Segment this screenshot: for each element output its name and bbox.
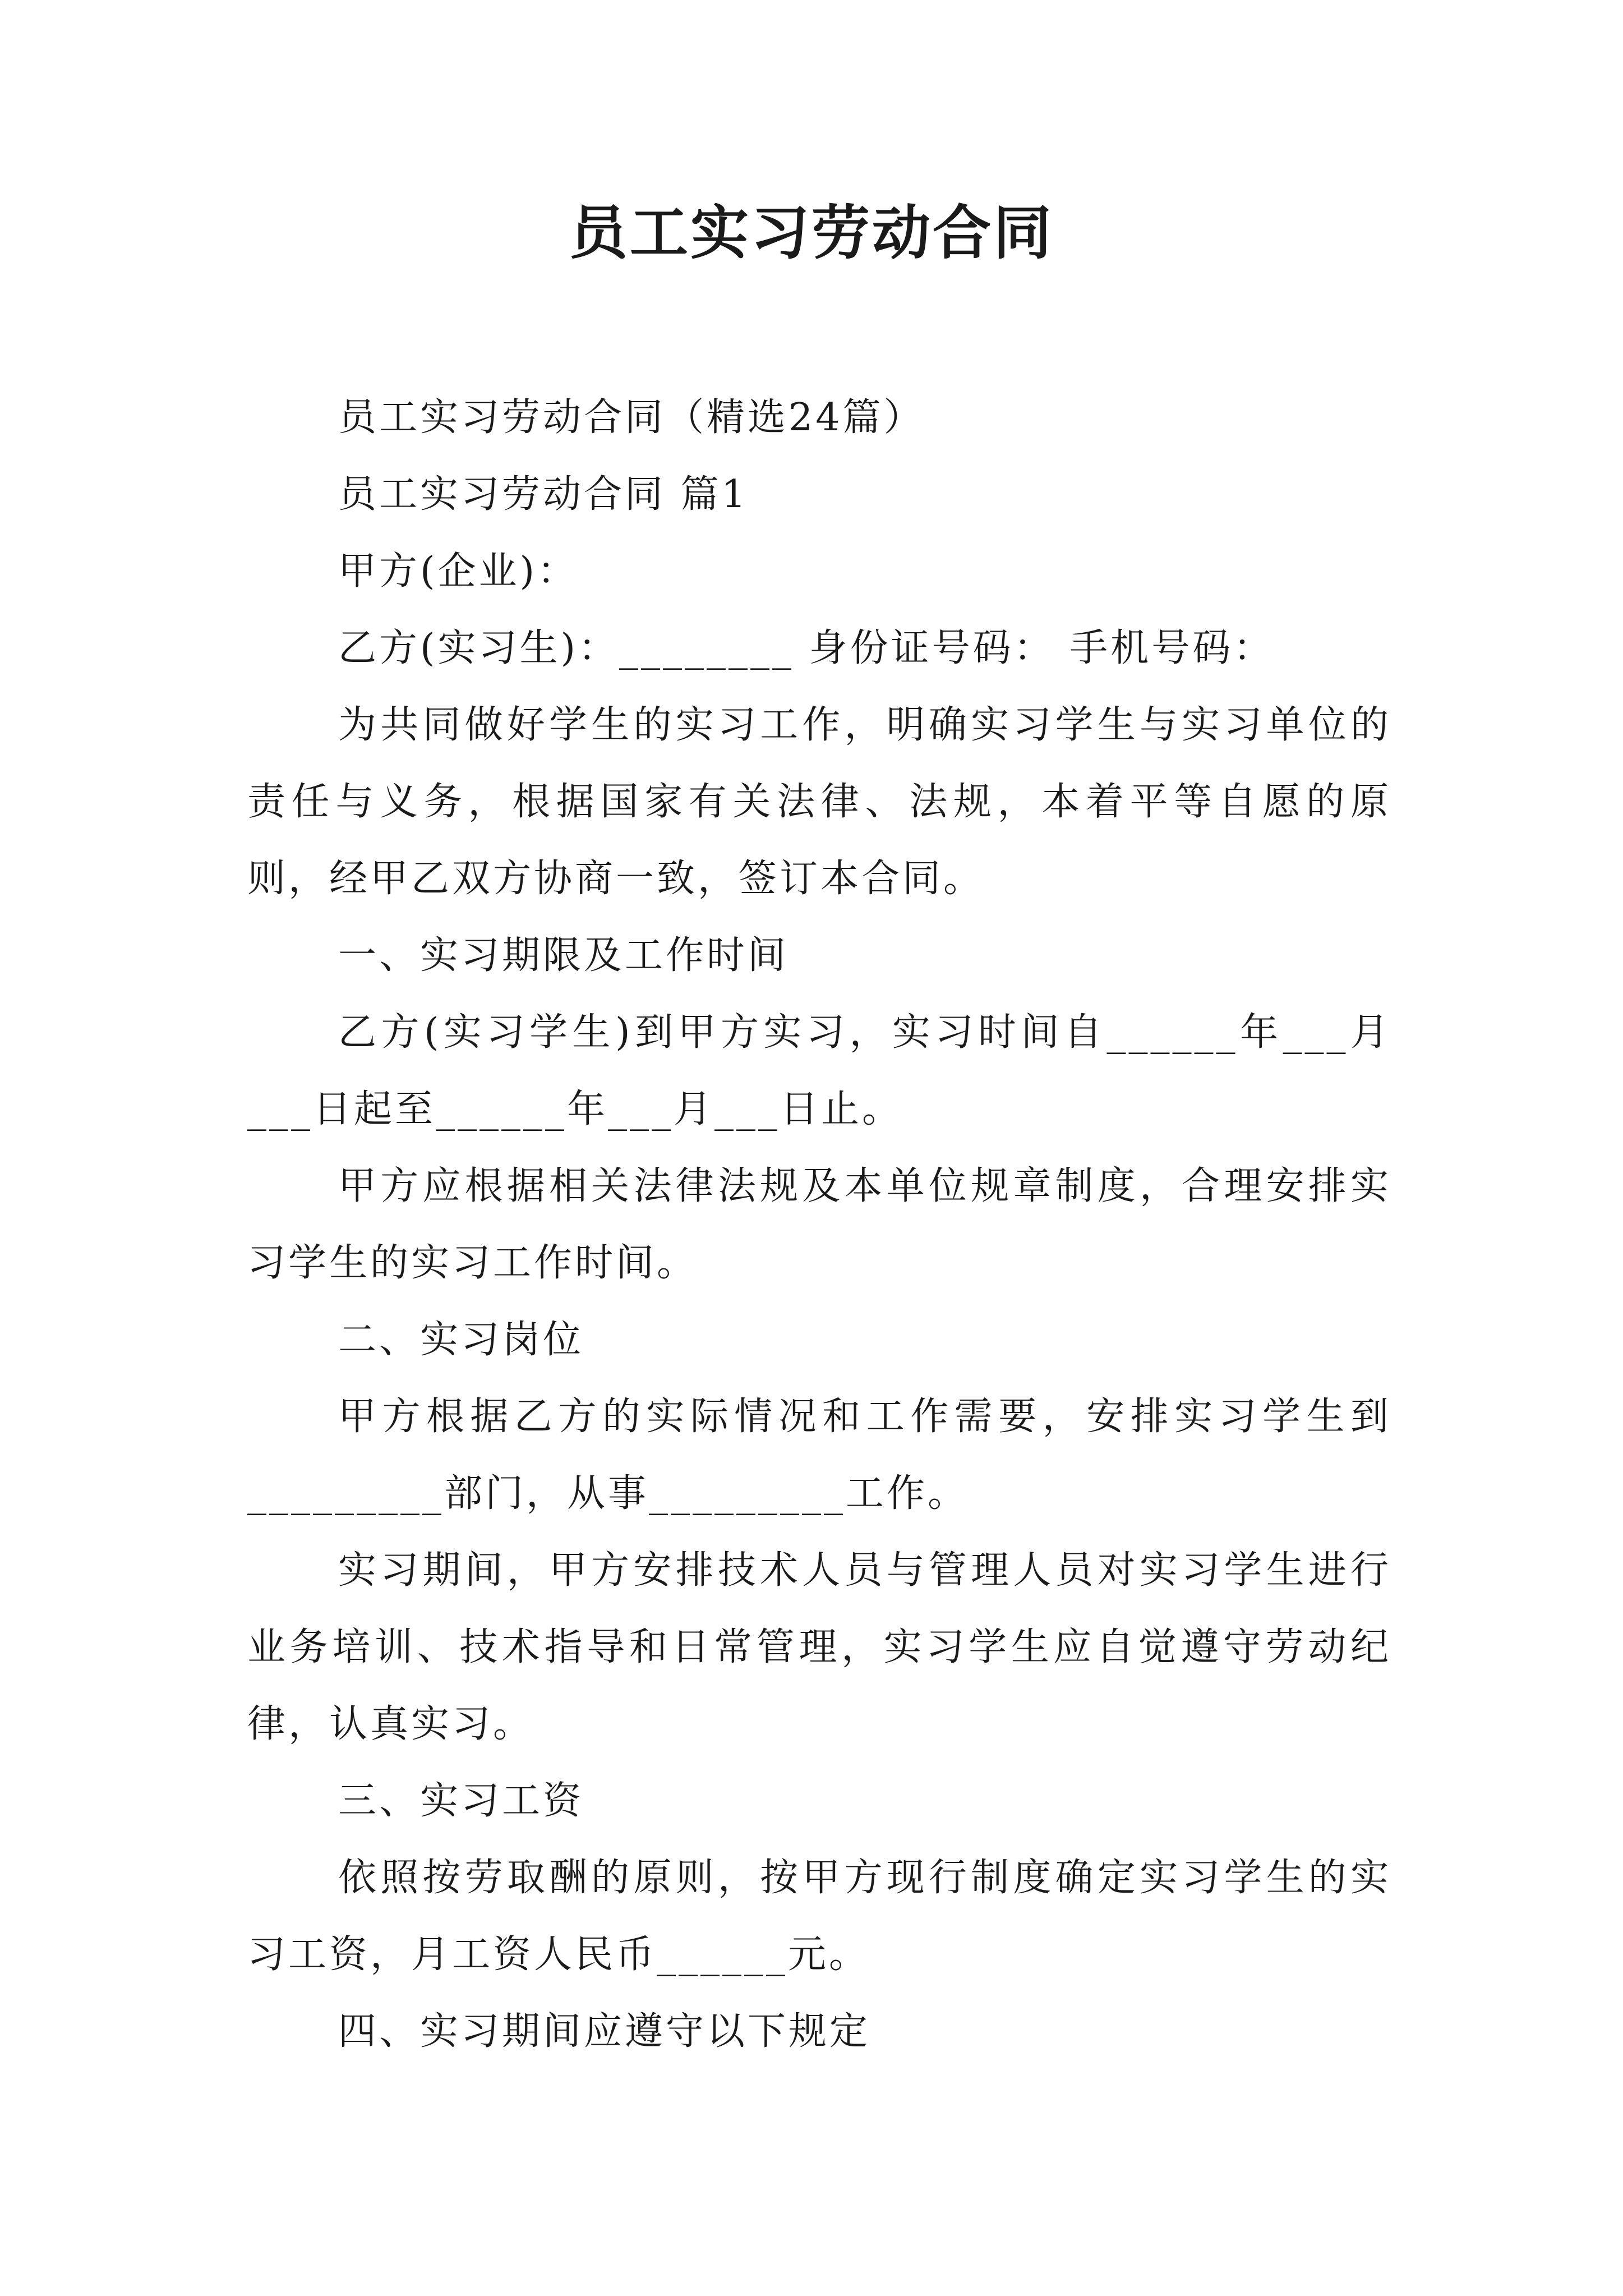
document-title: 员工实习劳动合同 [569, 198, 1054, 267]
section-heading-2: 二、实习岗位 [338, 1318, 584, 1362]
paragraph-internship-period: 乙方(实习学生)到甲方实习，实习时间自______年___月___日起至______年___月___日止。 [247, 1010, 1391, 1131]
section-heading-3: 三、实习工资 [338, 1779, 584, 1823]
section-heading-4: 四、实习期间应遵守以下规定 [338, 2009, 871, 2054]
paragraph-party-a: 甲方(企业)： [338, 549, 579, 593]
section-heading-1: 一、实习期限及工作时间 [338, 933, 789, 978]
paragraph-article-heading: 员工实习劳动合同 篇1 [338, 472, 749, 517]
paragraph-party-b: 乙方(实习生)：________ 身份证号码： 手机号码： [338, 626, 1275, 670]
paragraph-subtitle: 员工实习劳动合同（精选24篇） [338, 395, 925, 440]
paragraph-position: 甲方根据乙方的实际情况和工作需要，安排实习学生到_________部门，从事_________工作。 [247, 1395, 1391, 1516]
paragraph-work-hours: 甲方应根据相关法律法规及本单位规章制度，合理安排实习学生的实习工作时间。 [247, 1164, 1391, 1285]
document-body [247, 379, 1391, 2070]
paragraph-preamble: 为共同做好学生的实习工作，明确实习学生与实习单位的责任与义务，根据国家有关法律、法规，本着平等自愿的原则，经甲乙双方协商一致，签订本合同。 [247, 703, 1391, 901]
paragraph-wage: 依照按劳取酬的原则，按甲方现行制度确定实习学生的实习工资，月工资人民币______元。 [247, 1856, 1391, 1977]
paragraph-training: 实习期间，甲方安排技术人员与管理人员对实习学生进行业务培训、技术指导和日常管理，实习学生应自觉遵守劳动纪律，认真实习。 [247, 1548, 1391, 1746]
